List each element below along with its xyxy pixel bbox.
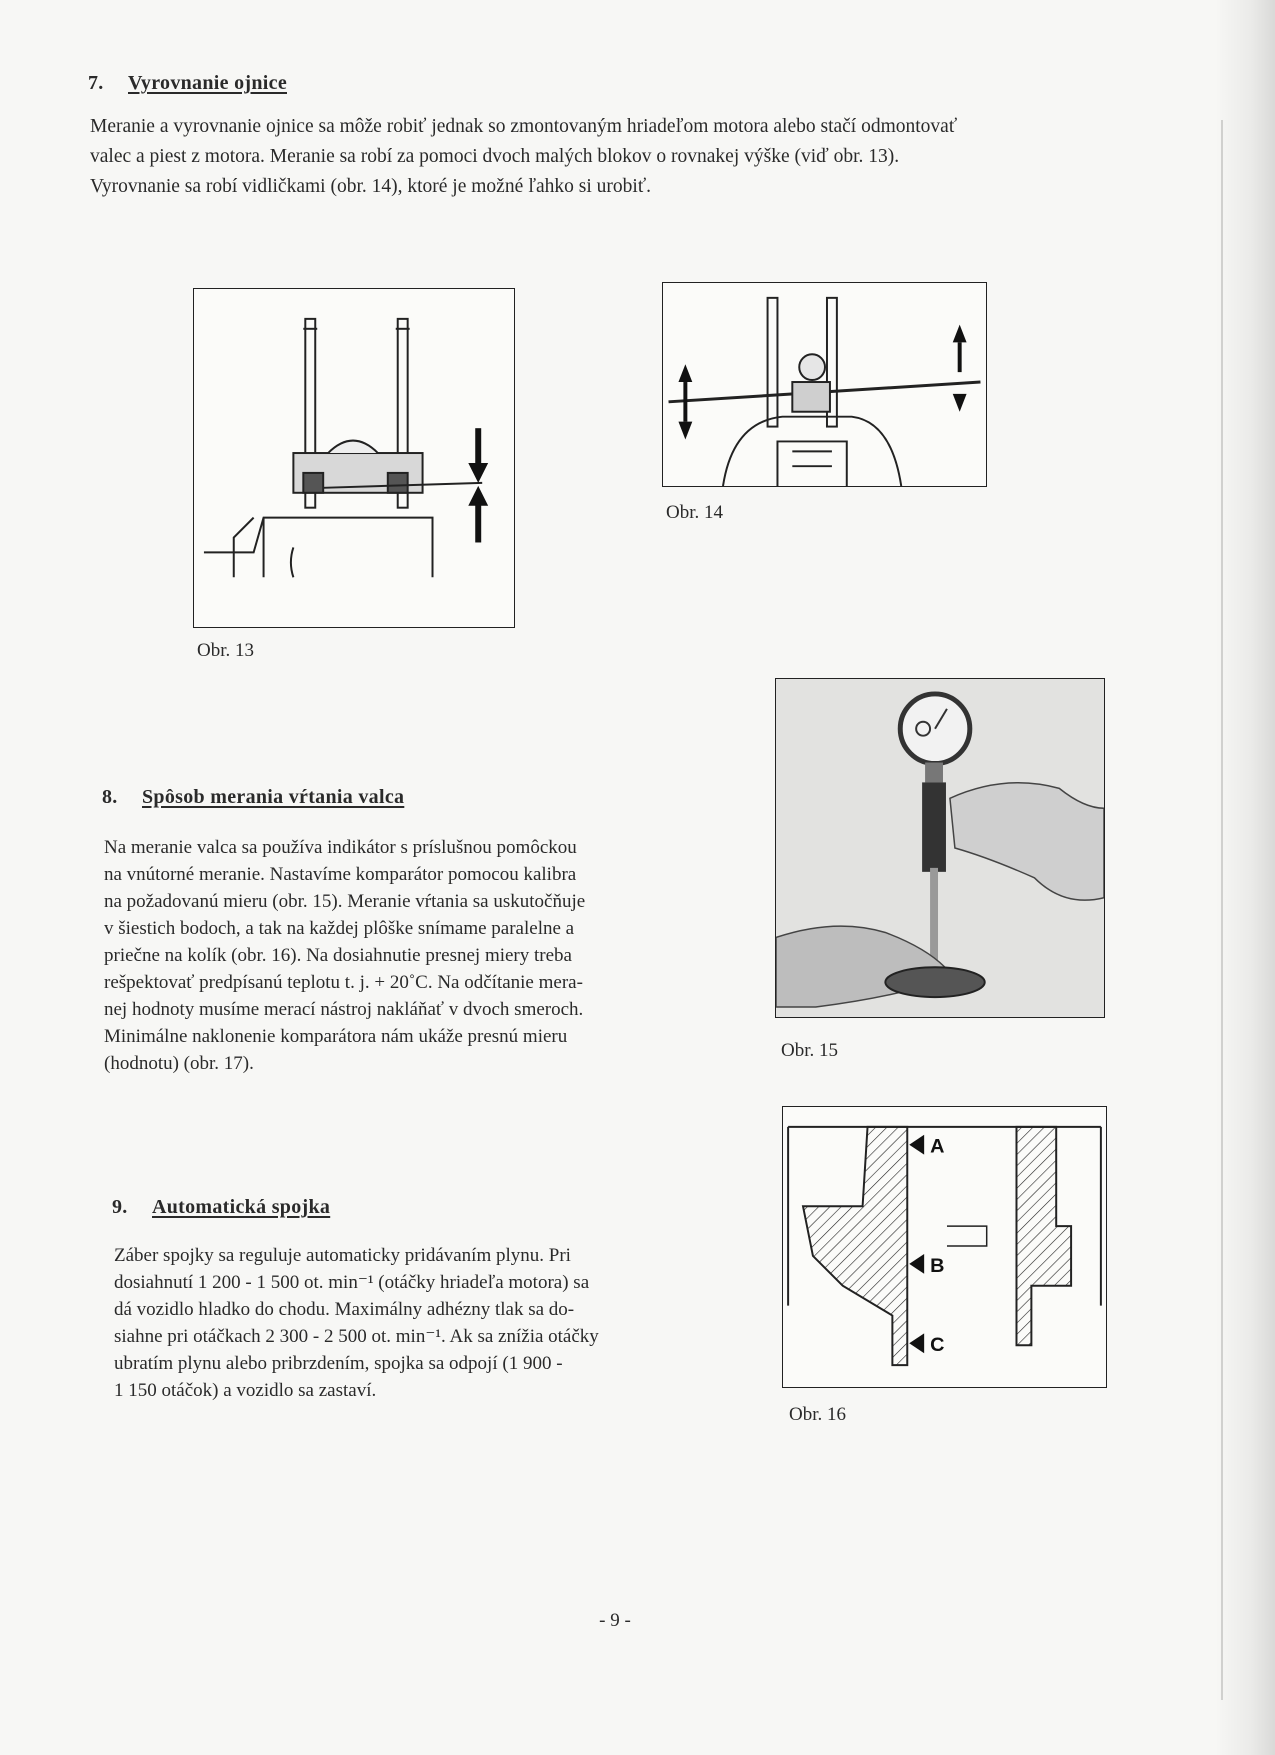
figure-15-drawing [776, 679, 1104, 1017]
figure-16-label-a: A [930, 1135, 945, 1158]
figure-13-caption: Obr. 13 [197, 640, 254, 661]
figure-16-label-c: C [930, 1334, 945, 1357]
section-8-line: rešpektovať predpísanú teplotu t. j. + 20˚C. Na odčítanie mera- [104, 972, 583, 993]
page-number: - 9 - [599, 1610, 631, 1631]
figure-14-caption: Obr. 14 [666, 502, 723, 523]
section-9-title: Automatická spojka [152, 1196, 331, 1218]
section-7-line: valec a piest z motora. Meranie sa robí za pomoci dvoch malých blokov o rovnakej výške (viď obr. 13). [90, 146, 900, 167]
section-8-line: na vnútorné meranie. Nastavíme komparátor pomocou kalibra [104, 864, 577, 885]
figure-14-drawing [663, 283, 986, 486]
section-9-line: dá vozidlo hladko do chodu. Maximálny adhézny tlak sa do- [114, 1299, 575, 1320]
figure-13-drawing [194, 289, 514, 627]
scan-edge-line [1221, 120, 1223, 1700]
section-9-number: 9. [112, 1196, 128, 1218]
figure-16-label-b: B [930, 1254, 945, 1277]
section-7-heading [88, 72, 287, 95]
section-9-line: ubratím plynu alebo pribrzdením, spojka sa odpojí (1 900 - [114, 1353, 563, 1374]
figure-13-connecting-rod-blocks [193, 288, 515, 628]
section-8-text [104, 834, 694, 1077]
section-9-line: 1 150 otáčok) a vozidlo sa zastaví. [114, 1380, 377, 1401]
section-8-line: na požadovanú mieru (obr. 15). Meranie vŕtania sa uskutočňuje [104, 891, 586, 912]
figure-15-caption: Obr. 15 [781, 1040, 838, 1061]
section-9-line: siahne pri otáčkach 2 300 - 2 500 ot. min⁻¹. Ak sa znížia otáčky [114, 1326, 599, 1347]
section-8-line: nej hodnoty musíme merací nástroj nakláňať v dvoch smeroch. [104, 999, 584, 1020]
section-8-line: (hodnotu) (obr. 17). [104, 1053, 254, 1074]
section-9-heading [112, 1196, 330, 1219]
figure-16-cylinder-section [782, 1106, 1107, 1388]
figure-14-alignment-forks [662, 282, 987, 487]
section-9-text [114, 1242, 704, 1404]
section-8-line: v šiestich bodoch, a tak na každej plôške snímame paralelne a [104, 918, 575, 939]
section-8-line: Na meranie valca sa používa indikátor s príslušnou pomôckou [104, 837, 577, 858]
section-7-number: 7. [88, 72, 104, 94]
section-9-line: dosiahnutí 1 200 - 1 500 ot. min⁻¹ (otáčky hriadeľa motora) sa [114, 1272, 590, 1293]
section-7-text [90, 112, 1100, 202]
section-7-title: Vyrovnanie ojnice [128, 72, 287, 94]
figure-15-dial-bore-gauge-photo [775, 678, 1105, 1018]
section-9-line: Záber spojky sa reguluje automaticky pridávaním plynu. Pri [114, 1245, 571, 1266]
section-7-line: Meranie a vyrovnanie ojnice sa môže robiť jednak so zmontovaným hriadeľom motora alebo stačí odmontovať [90, 116, 958, 137]
section-7-line: Vyrovnanie sa robí vidličkami (obr. 14), ktoré je možné ľahko si urobiť. [90, 176, 652, 197]
scan-edge-shadow [1215, 0, 1275, 1755]
section-8-title: Spôsob merania vŕtania valca [142, 786, 405, 808]
section-8-number: 8. [102, 786, 118, 808]
section-8-heading [102, 786, 404, 809]
figure-16-caption: Obr. 16 [789, 1404, 846, 1425]
section-8-line: priečne na kolík (obr. 16). Na dosiahnutie presnej miery treba [104, 945, 572, 966]
figure-16-drawing [783, 1107, 1106, 1387]
section-8-line: Minimálne naklonenie komparátora nám ukáže presnú mieru [104, 1026, 568, 1047]
